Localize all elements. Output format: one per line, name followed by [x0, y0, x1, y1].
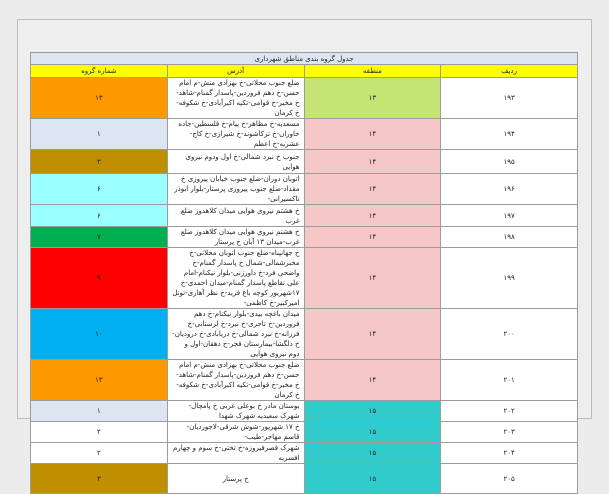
table-row	[31, 174, 578, 205]
address-cell: خ جهانپناه-ضلع جنوب اتوبان محلاتی-خ مخبرشمالی-شمال خ پاسدار گمنام-خ واضحی فرد-خ داورزنی-بلوار نیکنام-امام علی تقاطع پاسدار گمنام-میدان احمدی-خ ۱۷شهریور کوچه باغ فرید-خ نظر آهاری-تونل امیرکبیر-خ کاظمی-	[167, 248, 304, 309]
row-number-cell: ۱۹۴	[441, 119, 578, 150]
row-number-cell: ۱۹۹	[441, 248, 578, 309]
address-cell: میدان باغچه بیدی-بلوار نیکنام-خ دهم فروردین-خ تاجری-خ نبرد-خ لرستانی-خ فرزانه-خ نبرد شمالی-خ دریابادی-خ درودیان-خ دلگشا-بیمارستان فجر-خ دهقان-اول و دوم نیروی هوایی	[167, 309, 304, 360]
zone-cell: ۱۴	[304, 227, 441, 248]
group-number-cell: ۶	[31, 205, 168, 227]
group-number-cell: ۱۳	[31, 360, 168, 401]
table-row	[31, 401, 578, 422]
table-row	[31, 227, 578, 248]
municipal-zone-grouping-table	[30, 52, 578, 494]
table-title: جدول گروه بندی مناطق شهرداری	[31, 53, 578, 65]
address-cell: ضلع جنوب محلاتی-خ بهزادی منش-م امام حسن-خ دهم فروردین-پاسدار گمنام-شاهد-خ مخبر-خ قوامی-تکیه اکبرآبادی-خ شکوفه-خ کرمان	[167, 78, 304, 119]
group-number-cell: ۱	[31, 119, 168, 150]
row-number-cell: ۲۰۱	[441, 360, 578, 401]
row-number-cell: ۲۰۵	[441, 464, 578, 494]
zone-cell: ۱۴	[304, 309, 441, 360]
zone-cell: ۱۴	[304, 205, 441, 227]
zone-cell: ۱۳	[304, 78, 441, 119]
table-row	[31, 150, 578, 174]
zone-cell: ۱۵	[304, 401, 441, 422]
group-number-cell: ۱۰	[31, 309, 168, 360]
group-number-cell: ۶	[31, 174, 168, 205]
table-row	[31, 360, 578, 401]
table-row	[31, 464, 578, 494]
group-number-cell: ۳	[31, 150, 168, 174]
address-cell: خ پرستار	[167, 464, 304, 494]
group-number-cell: ۱۳	[31, 78, 168, 119]
table-row	[31, 248, 578, 309]
address-cell: ضلع جنوب محلاتی-خ بهزادی منش-م امام حسن-خ دهم فروردین-پاسدار گمنام-شاهد-خ مخبر-خ قوامی-تکیه اکبرآبادی-خ شکوفه-خ کرمان	[167, 360, 304, 401]
address-cell: شهرک قصرفیروزه-خ تختی-خ سوم و چهارم افسریه	[167, 443, 304, 464]
row-number-cell: ۱۹۵	[441, 150, 578, 174]
row-number-cell: ۲۰۲	[441, 401, 578, 422]
row-number-cell: ۱۹۷	[441, 205, 578, 227]
header-row-number: ردیف	[441, 65, 578, 78]
table-title-row	[31, 53, 578, 65]
table-header-row	[31, 65, 578, 78]
row-number-cell: ۱۹۸	[441, 227, 578, 248]
zone-cell: ۱۵	[304, 443, 441, 464]
table-row	[31, 78, 578, 119]
row-number-cell: ۱۹۶	[441, 174, 578, 205]
zone-cell: ۱۵	[304, 422, 441, 443]
zone-cell: ۱۴	[304, 150, 441, 174]
table-row	[31, 119, 578, 150]
header-zone: منطقه	[304, 65, 441, 78]
address-cell: خ هشتم نیروی هوایی میدان کلاهدوز ضلع غرب-میدان ۱۳ آبان خ پرستار	[167, 227, 304, 248]
address-cell: خ هشتم نیروی هوایی میدان کلاهدوز ضلع غرب	[167, 205, 304, 227]
address-cell: جنوب خ نبرد شمالی-خ اول ودوم نیروی هوایی	[167, 150, 304, 174]
table-row	[31, 309, 578, 360]
header-group-number: شماره گروه	[31, 65, 168, 78]
address-cell: مسعدیه-خ مظاهر-خ پیام-خ فلسطین-جاده خاوران-خ ترکاشوند-خ شیرازی-خ کاج-عشریه-خ اعظم	[167, 119, 304, 150]
address-cell: خ ۱۷ شهریور-شوش شرقی-لاجوردیان-قاسم مهاجر-طیب-	[167, 422, 304, 443]
row-number-cell: ۲۰۳	[441, 422, 578, 443]
zone-cell: ۱۴	[304, 360, 441, 401]
table-row	[31, 422, 578, 443]
zone-cell: ۱۴	[304, 119, 441, 150]
zone-cell: ۱۴	[304, 248, 441, 309]
group-number-cell: ۷	[31, 227, 168, 248]
group-number-cell: ۲	[31, 443, 168, 464]
row-number-cell: ۲۰۴	[441, 443, 578, 464]
group-number-cell: ۱	[31, 401, 168, 422]
zone-cell: ۱۴	[304, 174, 441, 205]
row-number-cell: ۲۰۰	[441, 309, 578, 360]
header-address: آدرس	[167, 65, 304, 78]
address-cell: بوستان مادر خ بوعلی غربی خ پامچال-شهرک سعیدیه شهرک شهدا	[167, 401, 304, 422]
row-number-cell: ۱۹۳	[441, 78, 578, 119]
address-cell: اتوبان دوران-ضلع جنوب خیابان پیروزی خ مقداد-ضلع جنوب پیروزی پرستار-بلوار ابوذر تاکسیرانی-	[167, 174, 304, 205]
group-number-cell: ۲	[31, 422, 168, 443]
zone-cell: ۱۵	[304, 464, 441, 494]
group-number-cell: ۳	[31, 464, 168, 494]
group-number-cell: ۹	[31, 248, 168, 309]
table-row	[31, 443, 578, 464]
table-row	[31, 205, 578, 227]
